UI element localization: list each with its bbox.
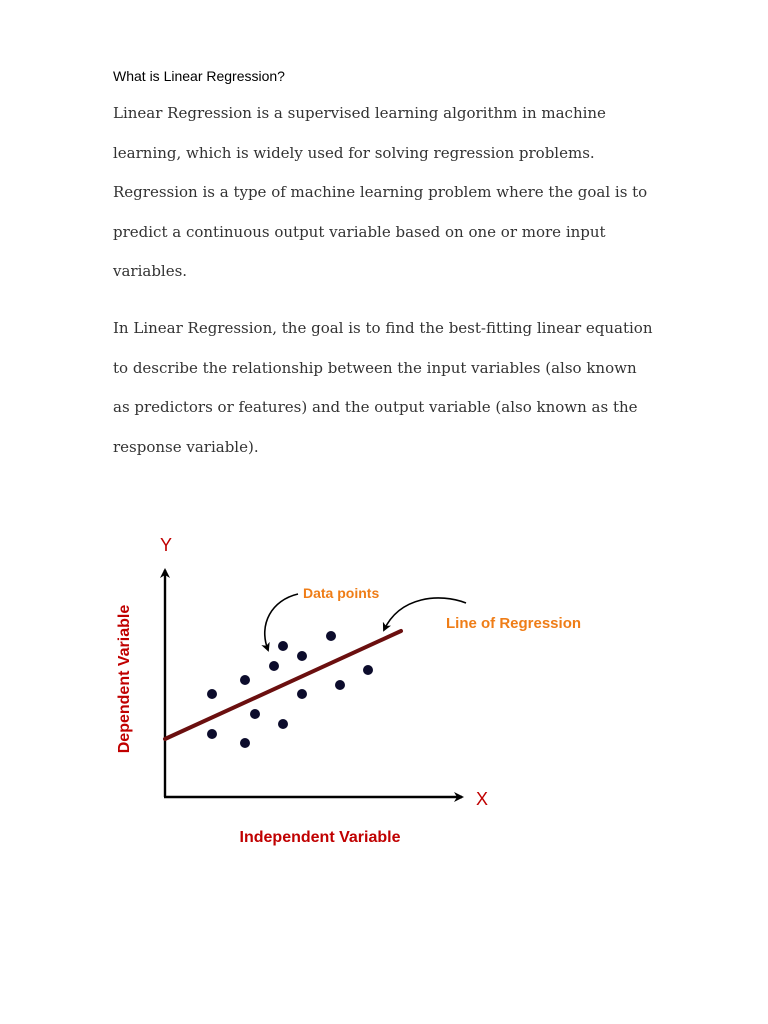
data-point bbox=[278, 641, 288, 651]
page-title: What is Linear Regression? bbox=[113, 68, 285, 84]
data-point bbox=[207, 689, 217, 699]
paragraph-line: as predictors or features) and the output variable (also known as the bbox=[113, 398, 638, 417]
y-axis-letter: Y bbox=[159, 535, 173, 555]
data-point bbox=[240, 675, 250, 685]
data-point bbox=[335, 680, 345, 690]
paragraph-line: Regression is a type of machine learning problem where the goal is to bbox=[113, 183, 648, 202]
regression-line-annotation: Line of Regression bbox=[446, 615, 582, 632]
data-point bbox=[240, 738, 250, 748]
paragraph-line: variables. bbox=[113, 262, 188, 281]
data-point bbox=[363, 665, 373, 675]
data-point bbox=[297, 651, 307, 661]
data-points bbox=[207, 631, 373, 748]
data-point bbox=[269, 661, 279, 671]
goal-paragraph bbox=[113, 309, 673, 467]
paragraph-line: to describe the relationship between the input variables (also known bbox=[113, 358, 637, 377]
intro-paragraph bbox=[113, 94, 673, 292]
data-point bbox=[207, 729, 217, 739]
x-axis-label: Independent Variable bbox=[239, 829, 401, 846]
paragraph-line: learning, which is widely used for solving regression problems. bbox=[113, 143, 595, 162]
data-point bbox=[297, 689, 307, 699]
data-points-annotation: Data points bbox=[303, 585, 380, 601]
paragraph-line: In Linear Regression, the goal is to find the best-fitting linear equation bbox=[113, 319, 653, 337]
y-axis-label: Dependent Variable bbox=[116, 604, 133, 754]
data-point bbox=[278, 719, 288, 729]
paragraph-line: predict a continuous output variable based on one or more input bbox=[113, 222, 606, 241]
data-point bbox=[250, 709, 260, 719]
regression-diagram-svg bbox=[100, 520, 620, 860]
regression-diagram bbox=[100, 520, 620, 860]
paragraph-line: response variable). bbox=[113, 437, 259, 456]
paragraph-line: Linear Regression is a supervised learning algorithm in machine bbox=[113, 104, 606, 122]
data-point bbox=[326, 631, 336, 641]
x-axis-letter: X bbox=[476, 789, 489, 809]
